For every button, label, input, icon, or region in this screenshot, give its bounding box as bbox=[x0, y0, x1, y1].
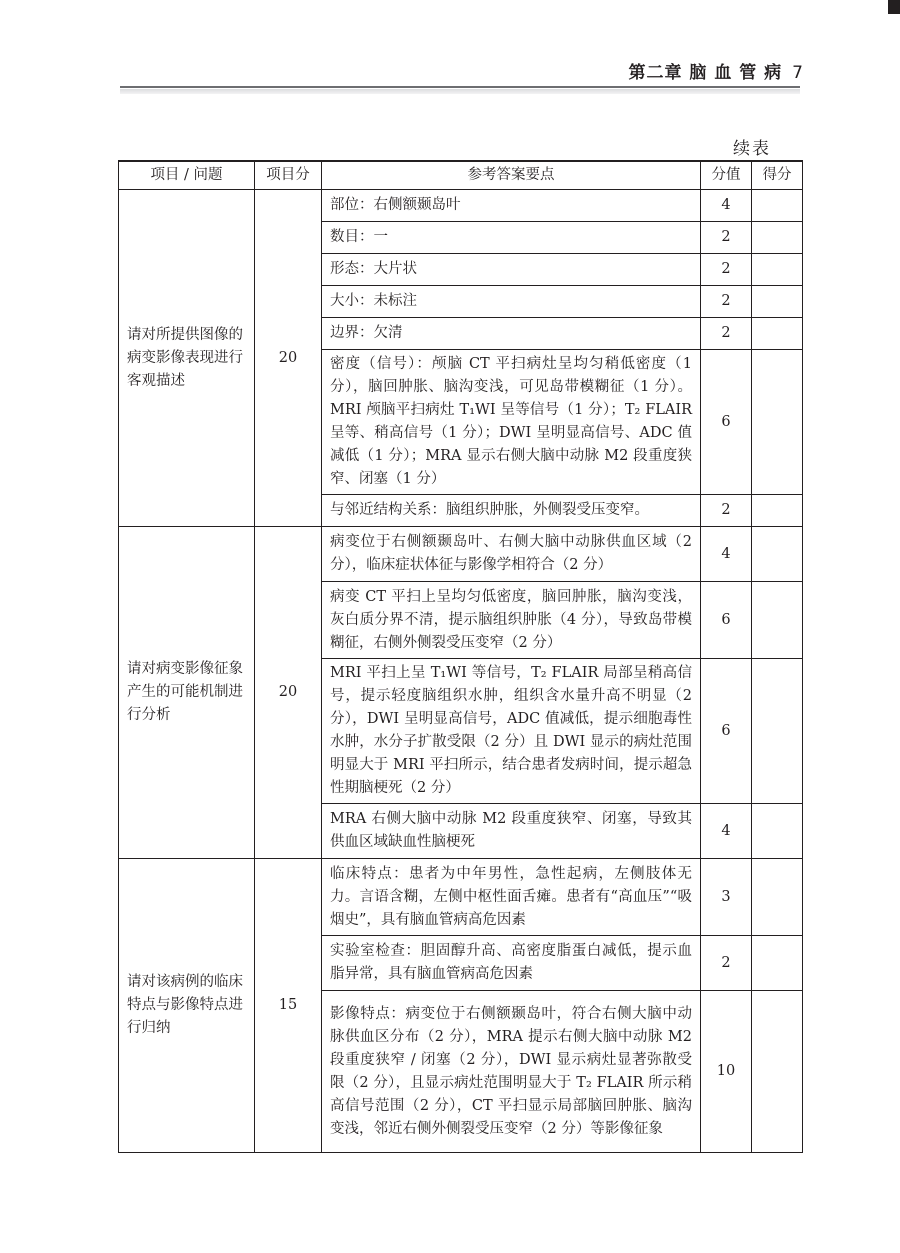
running-head bbox=[624, 58, 804, 83]
point-value: 2 bbox=[701, 936, 752, 991]
answer-point: 病变位于右侧额颞岛叶、右侧大脑中动脉供血区域（2 分），临床症状体征与影像学相符合（2 分） bbox=[322, 527, 701, 582]
page-number: 7 bbox=[792, 63, 804, 83]
section-points: 15 bbox=[255, 859, 322, 1153]
answer-point: 临床特点：患者为中年男性，急性起病，左侧肢体无力。言语含糊，左侧中枢性面舌瘫。患者有“高血压”“吸烟史”，具有脑血管病高危因素 bbox=[322, 859, 701, 936]
answer-point: 大小：未标注 bbox=[322, 286, 701, 318]
score-cell[interactable] bbox=[752, 254, 803, 286]
answer-point: 影像特点：病变位于右侧额颞岛叶，符合右侧大脑中动脉供血区分布（2 分），MRA 提示右侧大脑中动脉 M2 段重度狭窄 / 闭塞（2 分），DWI 显示病灶显著弥散受限（2 分），且显示病灶范围明显大于 T₂ FLAIR 所示稍高信号范围（2 分），CT 平扫显示局部脑回肿胀、脑沟变浅，邻近右侧外侧裂受压变窄（2 分）等影像征象 bbox=[322, 991, 701, 1153]
point-value: 3 bbox=[701, 859, 752, 936]
header-value: 分值 bbox=[701, 161, 752, 190]
point-value: 6 bbox=[701, 659, 752, 804]
score-cell[interactable] bbox=[752, 190, 803, 222]
point-value: 4 bbox=[701, 190, 752, 222]
header-item-points: 项目分 bbox=[255, 161, 322, 190]
continued-label: 续表 bbox=[733, 139, 771, 159]
answer-point: 密度（信号）：颅脑 CT 平扫病灶呈均匀稍低密度（1 分），脑回肿胀、脑沟变浅，可见岛带模糊征（1 分）。MRI 颅脑平扫病灶 T₁WI 呈等信号（1 分）；T₂ FLAIR 呈等、稍高信号（1 分）；DWI 呈明显高信号、ADC 值减低（1 分）；MRA 显示右侧大脑中动脉 M2 段重度狭窄、闭塞（1 分） bbox=[322, 350, 701, 495]
answer-point: 病变 CT 平扫上呈均匀低密度，脑回肿胀，脑沟变浅，灰白质分界不清，提示脑组织肿胀（4 分），导致岛带模糊征，右侧外侧裂受压变窄（2 分） bbox=[322, 582, 701, 659]
score-cell[interactable] bbox=[752, 222, 803, 254]
score-cell[interactable] bbox=[752, 527, 803, 582]
point-value: 4 bbox=[701, 527, 752, 582]
answer-point: MRI 平扫上呈 T₁WI 等信号，T₂ FLAIR 局部呈稍高信号，提示轻度脑组织水肿，组织含水量升高不明显（2 分），DWI 呈明显高信号，ADC 值减低，提示细胞毒性水肿，水分子扩散受限（2 分）且 DWI 显示的病灶范围明显大于 MRI 平扫所示，结合患者发病时间，提示超急性期脑梗死（2 分） bbox=[322, 659, 701, 804]
point-value: 6 bbox=[701, 582, 752, 659]
answer-point: 部位：右侧额颞岛叶 bbox=[322, 190, 701, 222]
header-answer: 参考答案要点 bbox=[322, 161, 701, 190]
header-rule-shade bbox=[120, 89, 800, 94]
answer-point: 形态：大片状 bbox=[322, 254, 701, 286]
answer-point: 数目：一 bbox=[322, 222, 701, 254]
score-cell[interactable] bbox=[752, 659, 803, 804]
score-cell[interactable] bbox=[752, 804, 803, 859]
section-points: 20 bbox=[255, 190, 322, 527]
score-cell[interactable] bbox=[752, 991, 803, 1153]
score-cell[interactable] bbox=[752, 350, 803, 495]
point-value: 2 bbox=[701, 222, 752, 254]
point-value: 2 bbox=[701, 495, 752, 527]
section-points: 20 bbox=[255, 527, 322, 859]
answer-point: 与邻近结构关系：脑组织肿胀，外侧裂受压变窄。 bbox=[322, 495, 701, 527]
table-row bbox=[119, 190, 803, 222]
header-score: 得分 bbox=[752, 161, 803, 190]
point-value: 10 bbox=[701, 991, 752, 1153]
table-header-row bbox=[119, 161, 803, 190]
score-cell[interactable] bbox=[752, 859, 803, 936]
section-question: 请对该病例的临床特点与影像特点进行归纳 bbox=[119, 859, 255, 1153]
section-question: 请对所提供图像的病变影像表现进行客观描述 bbox=[119, 190, 255, 527]
score-cell[interactable] bbox=[752, 318, 803, 350]
score-cell[interactable] bbox=[752, 582, 803, 659]
score-cell[interactable] bbox=[752, 936, 803, 991]
table-row bbox=[119, 527, 803, 582]
header-rule bbox=[120, 86, 800, 88]
scoring-table bbox=[118, 160, 803, 1153]
score-cell[interactable] bbox=[752, 495, 803, 527]
answer-point: 实验室检查：胆固醇升高、高密度脂蛋白减低，提示血脂异常，具有脑血管病高危因素 bbox=[322, 936, 701, 991]
point-value: 6 bbox=[701, 350, 752, 495]
score-cell[interactable] bbox=[752, 286, 803, 318]
page-corner-mark bbox=[888, 0, 900, 14]
table-row bbox=[119, 859, 803, 936]
header-item: 项目 / 问题 bbox=[119, 161, 255, 190]
answer-point: 边界：欠清 bbox=[322, 318, 701, 350]
chapter-title: 第二章 脑 血 管 病 bbox=[628, 63, 783, 83]
point-value: 4 bbox=[701, 804, 752, 859]
point-value: 2 bbox=[701, 286, 752, 318]
point-value: 2 bbox=[701, 318, 752, 350]
answer-point: MRA 右侧大脑中动脉 M2 段重度狭窄、闭塞，导致其供血区域缺血性脑梗死 bbox=[322, 804, 701, 859]
section-question: 请对病变影像征象产生的可能机制进行分析 bbox=[119, 527, 255, 859]
point-value: 2 bbox=[701, 254, 752, 286]
